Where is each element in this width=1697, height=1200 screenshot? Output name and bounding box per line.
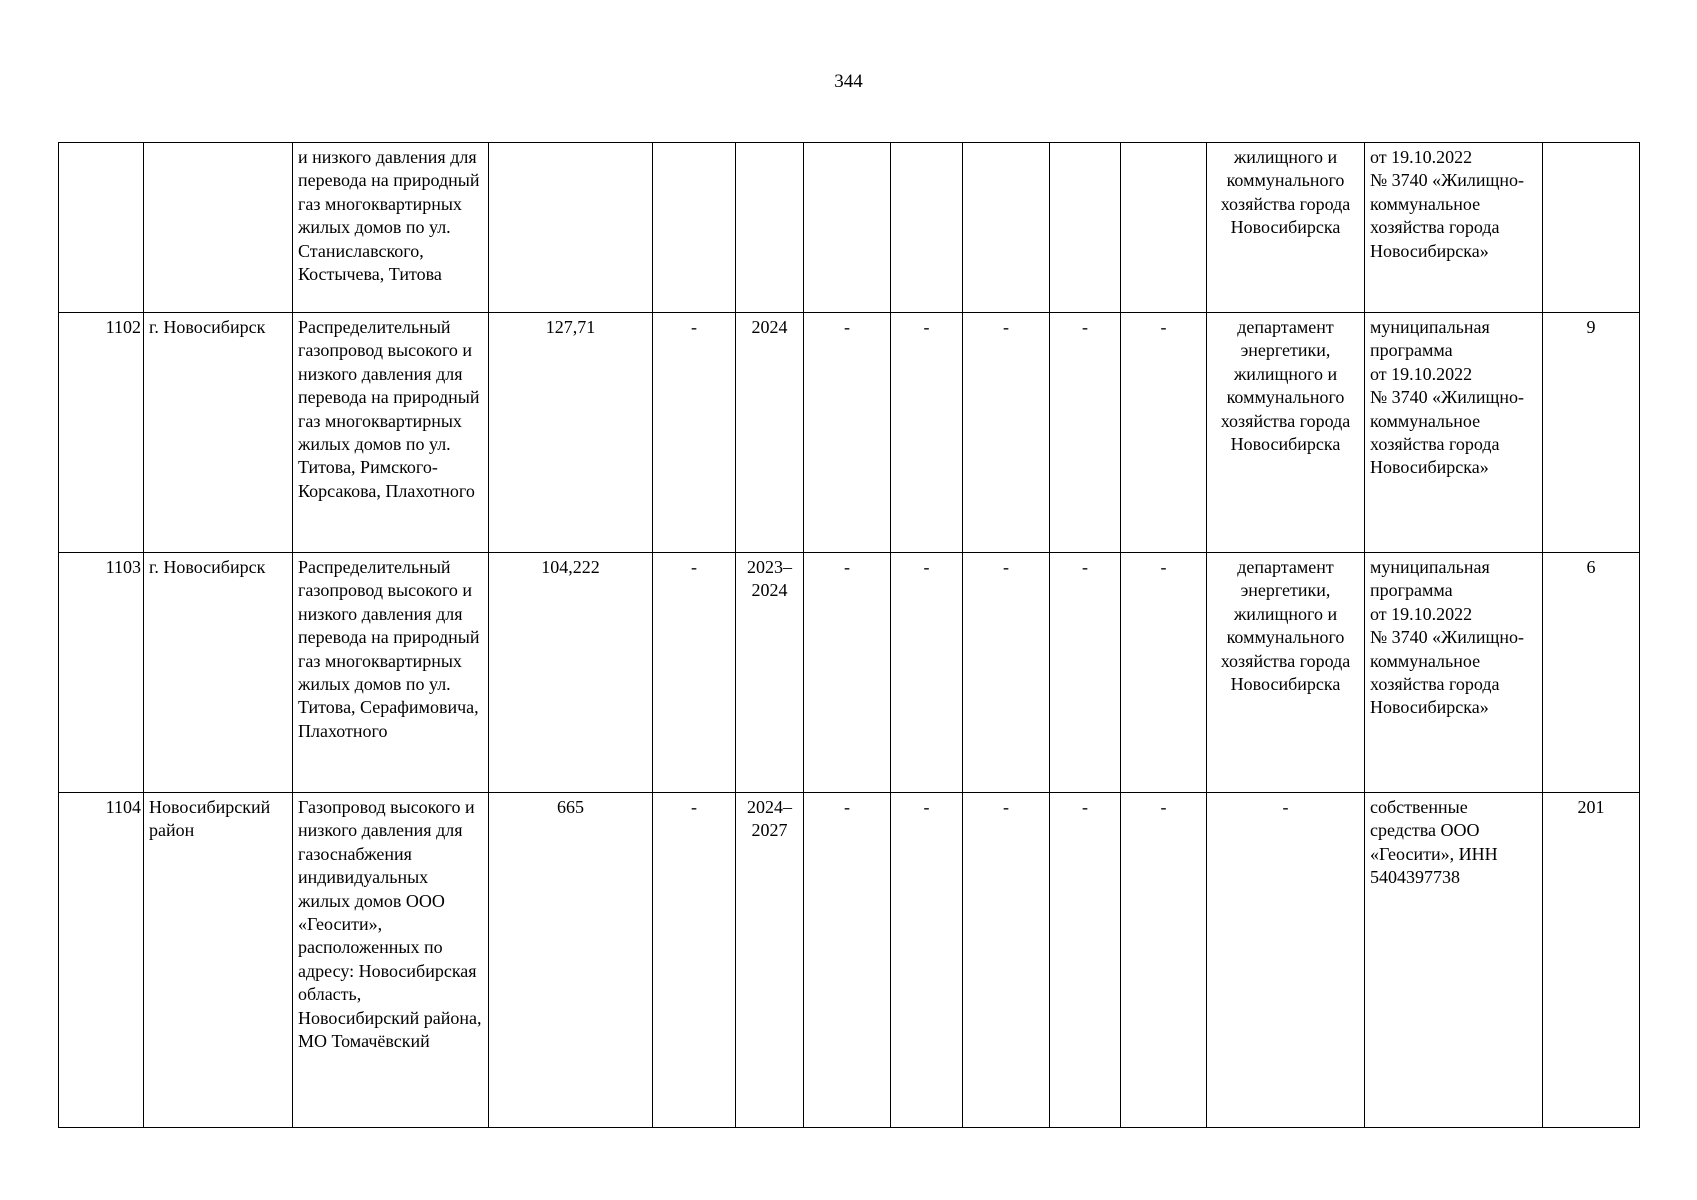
cell-last: 9 bbox=[1543, 313, 1640, 553]
cell-col8 bbox=[891, 143, 963, 313]
cell-col7: - bbox=[804, 313, 891, 553]
cell-col7 bbox=[804, 143, 891, 313]
cell-col9: - bbox=[963, 553, 1050, 793]
cell-last: 6 bbox=[1543, 553, 1640, 793]
cell-col11: - bbox=[1121, 313, 1207, 553]
cell-col10 bbox=[1050, 143, 1121, 313]
cell-number bbox=[59, 143, 144, 313]
cell-source: собственные средства ООО «Геосити», ИНН 5404397738 bbox=[1365, 793, 1543, 1128]
document-table bbox=[58, 142, 1640, 1128]
cell-number: 1102 bbox=[59, 313, 144, 553]
table-row bbox=[59, 313, 1640, 553]
cell-col11 bbox=[1121, 143, 1207, 313]
cell-number: 1104 bbox=[59, 793, 144, 1128]
cell-object: Газопровод высокого и низкого давления для газоснабжения индивидуальных жилых домов ООО «Геосити», расположенных по адресу: Новосибирская область, Новосибирский района, МО Томачёвский bbox=[293, 793, 489, 1128]
cell-object: Распределительный газопровод высокого и низкого давления для перевода на природный газ многоквартирных жилых домов по ул. Титова, Серафимовича, Плахотного bbox=[293, 553, 489, 793]
cell-last: 201 bbox=[1543, 793, 1640, 1128]
cell-col9 bbox=[963, 143, 1050, 313]
cell-col5: - bbox=[653, 553, 736, 793]
cell-locality: Новосибирский район bbox=[144, 793, 293, 1128]
cell-col9: - bbox=[963, 313, 1050, 553]
cell-responsible: департамент энергетики, жилищного и коммунального хозяйства города Новосибирска bbox=[1207, 553, 1365, 793]
cell-col8: - bbox=[891, 553, 963, 793]
cell-source: от 19.10.2022 № 3740 «Жилищно-коммунальное хозяйства города Новосибирска» bbox=[1365, 143, 1543, 313]
cell-col11: - bbox=[1121, 553, 1207, 793]
cell-col10: - bbox=[1050, 313, 1121, 553]
cell-col5 bbox=[653, 143, 736, 313]
cell-locality: г. Новосибирск bbox=[144, 313, 293, 553]
table-row bbox=[59, 793, 1640, 1128]
cell-object: и низкого давления для перевода на природный газ многоквартирных жилых домов по ул. Станиславского, Костычева, Титова bbox=[293, 143, 489, 313]
cell-col8: - bbox=[891, 793, 963, 1128]
cell-col10: - bbox=[1050, 793, 1121, 1128]
cell-col8: - bbox=[891, 313, 963, 553]
cell-col11: - bbox=[1121, 793, 1207, 1128]
cell-col10: - bbox=[1050, 553, 1121, 793]
cell-number: 1103 bbox=[59, 553, 144, 793]
cell-locality: г. Новосибирск bbox=[144, 553, 293, 793]
cell-col5: - bbox=[653, 793, 736, 1128]
cell-col9: - bbox=[963, 793, 1050, 1128]
cell-year bbox=[736, 143, 804, 313]
cell-col7: - bbox=[804, 553, 891, 793]
cell-value: 104,222 bbox=[489, 553, 653, 793]
cell-last bbox=[1543, 143, 1640, 313]
cell-responsible: - bbox=[1207, 793, 1365, 1128]
cell-value bbox=[489, 143, 653, 313]
cell-responsible: департамент энергетики, жилищного и коммунального хозяйства города Новосибирска bbox=[1207, 313, 1365, 553]
table-row bbox=[59, 553, 1640, 793]
table-row bbox=[59, 143, 1640, 313]
cell-object: Распределительный газопровод высокого и низкого давления для перевода на природный газ многоквартирных жилых домов по ул. Титова, Римского-Корсакова, Плахотного bbox=[293, 313, 489, 553]
cell-col7: - bbox=[804, 793, 891, 1128]
cell-value: 665 bbox=[489, 793, 653, 1128]
cell-year: 2024 bbox=[736, 313, 804, 553]
cell-responsible: жилищного и коммунального хозяйства города Новосибирска bbox=[1207, 143, 1365, 313]
cell-year: 2024–2027 bbox=[736, 793, 804, 1128]
page-number: 344 bbox=[834, 71, 863, 92]
cell-year: 2023–2024 bbox=[736, 553, 804, 793]
cell-value: 127,71 bbox=[489, 313, 653, 553]
cell-source: муниципальная программа от 19.10.2022 № 3740 «Жилищно-коммунальное хозяйства города Новосибирска» bbox=[1365, 313, 1543, 553]
cell-source: муниципальная программа от 19.10.2022 № 3740 «Жилищно-коммунальное хозяйства города Новосибирска» bbox=[1365, 553, 1543, 793]
cell-locality bbox=[144, 143, 293, 313]
cell-col5: - bbox=[653, 313, 736, 553]
